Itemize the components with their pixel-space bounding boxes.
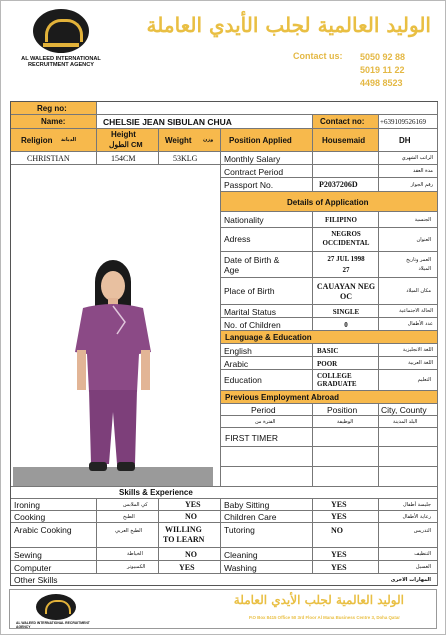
- tutoring-label: Tutoring: [224, 525, 255, 535]
- arabic-ar: اللغة العربية: [408, 360, 433, 366]
- nationality-label: Nationality: [224, 215, 264, 225]
- religion-label: Religion: [21, 136, 53, 145]
- english-ar-cell: [379, 344, 438, 357]
- employment-col-period-cell: [221, 404, 313, 416]
- employment-row1-period-cell: [221, 428, 313, 447]
- pob-label: Place of Birth: [224, 286, 275, 296]
- pob-ar-cell: [379, 278, 438, 305]
- tutoring-ar-cell: [379, 523, 438, 548]
- children-label-cell: [221, 318, 313, 331]
- arabic-cooking-ar-cell: [97, 523, 159, 548]
- contract-period-ar-cell: [379, 165, 438, 178]
- dob-ar-line1: العمر وتاريخ: [406, 257, 431, 263]
- cooking-ar: الطبخ: [123, 514, 135, 520]
- marital-label: Marital Status: [224, 307, 276, 317]
- baby-label-cell: [221, 499, 313, 511]
- weight-label: Weight: [165, 136, 192, 145]
- nationality-ar-cell: [379, 212, 438, 228]
- passport-value: P2037206D: [319, 180, 358, 189]
- details-header-cell: [221, 192, 438, 212]
- position-label: Position Applied: [229, 136, 292, 145]
- employment-col-position-ar-cell: [313, 416, 379, 428]
- washing-value-cell: [313, 561, 379, 574]
- nationality-value: FILIPINO: [325, 216, 357, 224]
- phone-1: 5050 92 88: [360, 52, 406, 62]
- cooking-label: Cooking: [14, 512, 46, 522]
- monthly-salary-ar: الراتب الشهري: [401, 155, 433, 161]
- cleaning-value-cell: [313, 548, 379, 561]
- employment-row2-position-cell: [313, 447, 379, 467]
- address-label-cell: [221, 228, 313, 252]
- cooking-value: NO: [185, 512, 197, 521]
- nationality-label-cell: [221, 212, 313, 228]
- ironing-label-cell: [11, 499, 97, 511]
- washing-label: Washing: [224, 563, 257, 573]
- height-label: Height: [111, 130, 136, 139]
- arabic-value: POOR: [317, 360, 338, 368]
- tutoring-ar: التدريس: [413, 528, 431, 534]
- contract-period-label-cell: [221, 165, 313, 178]
- height-header-cell: [97, 129, 159, 152]
- footer-arabic-title: الوليد العالمية لجلب الأيدي العاملة: [233, 593, 404, 607]
- washing-value: YES: [331, 563, 347, 572]
- employment-row1-city-cell: [379, 428, 438, 447]
- height-value: 154CM: [111, 154, 136, 163]
- reg-no-label: Reg no:: [37, 104, 67, 113]
- marital-value: SINGLE: [332, 308, 360, 316]
- footer-banner: [9, 589, 437, 629]
- english-ar: اللغة الانجليزية: [402, 347, 433, 353]
- dob-value: 27 JUL 1998: [327, 255, 365, 263]
- employment-row2-city-cell: [379, 447, 438, 467]
- washing-label-cell: [221, 561, 313, 574]
- children-care-ar: رعاية الأطفال: [402, 514, 431, 520]
- address-value-cell: [313, 228, 379, 252]
- address-label: Adress: [224, 234, 251, 244]
- religion-header-cell: [11, 129, 97, 152]
- arabic-cooking-label: Arabic Cooking: [14, 525, 72, 535]
- passport-label-cell: [221, 178, 313, 192]
- passport-ar: رقم الجواز: [410, 182, 433, 188]
- cleaning-ar: التنظيف: [414, 551, 431, 557]
- phone-2: 5019 11 22: [360, 65, 405, 75]
- washing-ar-cell: [379, 561, 438, 574]
- religion-ar: الديانة: [61, 137, 77, 143]
- name-label: Name:: [41, 117, 66, 126]
- other-skills-cell: [11, 574, 438, 586]
- arabic-label-cell: [221, 357, 313, 370]
- tutoring-value-cell: [313, 523, 379, 548]
- employment-row3-city-cell: [379, 467, 438, 487]
- employment-row3-position-cell: [313, 467, 379, 487]
- dob-label-cell: [221, 252, 313, 278]
- cooking-ar-cell: [97, 511, 159, 523]
- contact-no-label: Contact no:: [320, 117, 365, 126]
- sewing-label-cell: [11, 548, 97, 561]
- children-care-label-cell: [221, 511, 313, 523]
- monthly-salary-ar-cell: [379, 152, 438, 165]
- contact-no-value: +639109526169: [380, 118, 426, 126]
- address-value-line2: OCCIDENTAL: [322, 239, 370, 247]
- marital-value-cell: [313, 305, 379, 318]
- baby-label: Baby Sitting: [224, 500, 270, 510]
- arabic-ar-cell: [379, 357, 438, 370]
- passport-label: Passport No.: [224, 180, 274, 190]
- language-header-cell: [221, 331, 438, 344]
- contract-period-label: Contract Period: [224, 167, 284, 177]
- ironing-value: YES: [185, 500, 201, 509]
- religion-value-cell: [11, 152, 97, 165]
- employment-row1-position-cell: [313, 428, 379, 447]
- applicant-photo: [13, 242, 215, 487]
- employment-col-city: City, County: [381, 405, 427, 415]
- arabic-value-cell: [313, 357, 379, 370]
- children-value: 0: [344, 321, 348, 329]
- employment-col-position-cell: [313, 404, 379, 416]
- monthly-salary-label: Monthly Salary: [224, 154, 281, 164]
- marital-ar-cell: [379, 305, 438, 318]
- height-ar: الطول CM: [109, 140, 143, 149]
- washing-ar: الغسيل: [415, 564, 431, 570]
- arabic-cooking-value-line2: TO LEARN: [163, 535, 205, 544]
- computer-value-cell: [159, 561, 221, 574]
- computer-value: YES: [179, 563, 195, 572]
- baby-value: YES: [331, 500, 347, 509]
- passport-value-cell: [313, 178, 379, 192]
- sewing-value: NO: [185, 550, 197, 559]
- education-label-cell: [221, 370, 313, 391]
- arabic-cooking-label-cell: [11, 523, 97, 548]
- arabic-cooking-value-cell: [159, 523, 221, 548]
- tutoring-value: NO: [331, 526, 343, 535]
- children-label: No. of Children: [224, 320, 281, 330]
- employment-col-city-ar-cell: [379, 416, 438, 428]
- logo-emblem-icon: [33, 9, 89, 53]
- employment-col-position: Position: [327, 405, 358, 415]
- employment-col-period-ar-cell: [221, 416, 313, 428]
- name-value: CHELSIE JEAN SIBULAN CHUA: [103, 117, 232, 127]
- agency-logo: [7, 9, 115, 89]
- arabic-cooking-value-line1: WILLING: [165, 525, 202, 534]
- contact-label: Contact us:: [293, 51, 343, 61]
- english-value: BASIC: [317, 347, 339, 355]
- employment-col-period-ar: الفترة من: [255, 419, 276, 425]
- footer-logo-icon: [36, 594, 76, 620]
- logo-text: AL WALEED INTERNATIONAL RECRUITMENT AGENCY: [21, 56, 101, 69]
- cleaning-ar-cell: [379, 548, 438, 561]
- dob-label-line2: Age: [224, 265, 240, 275]
- dob-ar-cell: [379, 252, 438, 278]
- height-value-cell: [97, 152, 159, 165]
- children-value-cell: [313, 318, 379, 331]
- employment-header-cell: [221, 391, 438, 404]
- photo-area: [11, 165, 221, 487]
- weight-value-cell: [159, 152, 221, 165]
- other-skills-ar: المهارات الاخرى: [390, 577, 431, 583]
- children-care-value-cell: [313, 511, 379, 523]
- education-label: Education: [224, 375, 262, 385]
- ironing-label: Ironing: [14, 500, 40, 510]
- english-label-cell: [221, 344, 313, 357]
- skills-header-cell: [11, 487, 438, 499]
- employment-col-period: Period: [251, 405, 276, 415]
- employment-row3-period-cell: [221, 467, 313, 487]
- contact-no-value-cell: [379, 115, 438, 129]
- dh-value: DH: [399, 136, 411, 145]
- footer-address: P.O Box 8415 Office 50 3rd Floor Al Mana Business Centre 3, Doha Qatar: [248, 615, 400, 620]
- education-value-line2: GRADUATE: [317, 380, 357, 388]
- phone-3: 4498 8523: [360, 78, 403, 88]
- address-value-line1: NEGROS: [331, 230, 361, 238]
- dh-cell: [379, 129, 438, 152]
- tutoring-label-cell: [221, 523, 313, 548]
- computer-label-cell: [11, 561, 97, 574]
- dob-value-cell: [313, 252, 379, 278]
- religion-value: CHRISTIAN: [27, 154, 70, 163]
- pob-value-line1: CAUAYAN NEG: [316, 282, 376, 291]
- position-value-cell: [313, 129, 379, 152]
- age-value: 27: [342, 266, 350, 274]
- children-ar-cell: [379, 318, 438, 331]
- computer-ar: الكمبيوتر: [127, 564, 146, 570]
- passport-ar-cell: [379, 178, 438, 192]
- employment-header: Previous Employment Abroad: [225, 393, 339, 402]
- pob-label-cell: [221, 278, 313, 305]
- monthly-salary-label-cell: [221, 152, 313, 165]
- education-ar: التعليم: [417, 377, 431, 383]
- name-value-cell: [97, 115, 313, 129]
- contract-period-ar: مدة العقد: [413, 168, 433, 174]
- agency-arabic-title: الوليد العالمية لجلب الأيدي العاملة: [146, 13, 431, 37]
- english-value-cell: [313, 344, 379, 357]
- ironing-value-cell: [159, 499, 221, 511]
- position-header-cell: [221, 129, 313, 152]
- pob-value-cell: [313, 278, 379, 305]
- reg-no-label-cell: [11, 102, 97, 115]
- reg-no-value-cell: [97, 102, 438, 115]
- address-ar-cell: [379, 228, 438, 252]
- sewing-label: Sewing: [14, 550, 42, 560]
- weight-value: 53KLG: [173, 154, 198, 163]
- sewing-ar: الخياطة: [127, 551, 143, 557]
- weight-header-cell: [159, 129, 221, 152]
- marital-label-cell: [221, 305, 313, 318]
- contract-period-value-cell: [313, 165, 379, 178]
- cleaning-label-cell: [221, 548, 313, 561]
- monthly-salary-value-cell: [313, 152, 379, 165]
- ironing-ar-cell: [97, 499, 159, 511]
- cooking-label-cell: [11, 511, 97, 523]
- employment-row2-period-cell: [221, 447, 313, 467]
- dob-label-line1: Date of Birth &: [224, 255, 280, 265]
- position-value: Housemaid: [322, 136, 366, 145]
- arabic-label: Arabic: [224, 359, 249, 369]
- cleaning-value: YES: [331, 550, 347, 559]
- nationality-ar: الجنسية: [414, 217, 431, 223]
- footer-logo-text: AL WALEED INTERNATIONAL RECRUITMENT AGENCY: [16, 621, 90, 629]
- ironing-ar: كي الملابس: [123, 502, 148, 508]
- baby-ar: جليسة أطفال: [402, 502, 431, 508]
- name-label-cell: [11, 115, 97, 129]
- contact-phones: [360, 51, 405, 90]
- dob-ar-line2: الميلاد: [418, 266, 431, 272]
- application-table: [10, 101, 438, 586]
- baby-value-cell: [313, 499, 379, 511]
- education-ar-cell: [379, 370, 438, 391]
- computer-label: Computer: [14, 563, 52, 573]
- employment-col-city-cell: [379, 404, 438, 416]
- pob-value-line2: OC: [340, 292, 352, 301]
- education-value-cell: [313, 370, 379, 391]
- children-care-ar-cell: [379, 511, 438, 523]
- children-ar: عدد الأطفال: [407, 321, 433, 327]
- english-label: English: [224, 346, 252, 356]
- cooking-value-cell: [159, 511, 221, 523]
- education-value-line1: COLLEGE: [317, 372, 352, 380]
- marital-ar: الحالة الاجتماعية: [399, 308, 433, 314]
- cleaning-label: Cleaning: [224, 550, 258, 560]
- skills-header: Skills & Experience: [119, 488, 193, 497]
- children-care-label: Children Care: [224, 512, 277, 522]
- employment-col-city-ar: البلد المدينة: [393, 419, 418, 425]
- pob-ar: مكان الميلاد: [406, 288, 431, 294]
- arabic-cooking-ar: الطبخ العربي: [115, 528, 142, 534]
- children-care-value: YES: [331, 512, 347, 521]
- letterhead: [3, 3, 445, 99]
- computer-ar-cell: [97, 561, 159, 574]
- details-header: Details of Application: [287, 198, 369, 207]
- weight-ar: وزن: [203, 137, 214, 143]
- employment-col-position-ar: الوظيفة: [337, 419, 354, 425]
- other-skills-label: Other Skills: [14, 575, 58, 585]
- contact-no-label-cell: [313, 115, 379, 129]
- sewing-ar-cell: [97, 548, 159, 561]
- language-header: Language & Education: [225, 333, 312, 342]
- baby-ar-cell: [379, 499, 438, 511]
- nationality-value-cell: [313, 212, 379, 228]
- employment-row1-period: FIRST TIMER: [225, 433, 279, 443]
- sewing-value-cell: [159, 548, 221, 561]
- address-ar: العنوان: [416, 237, 431, 243]
